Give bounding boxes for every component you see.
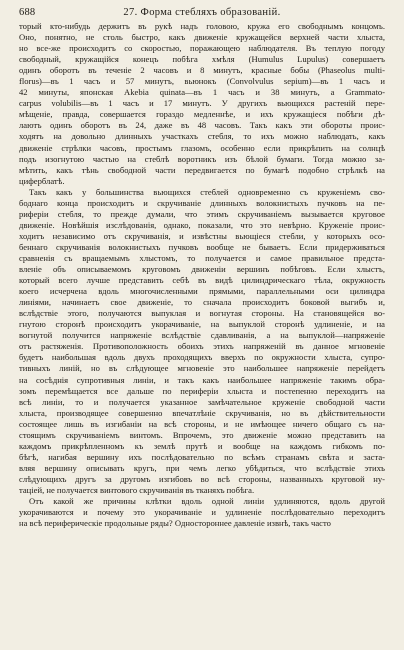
running-title: 27. Форма стебляхъ образованій. bbox=[123, 7, 281, 18]
text-line: вляя вершину описывать кругъ, при чемъ легко убѣдиться, что вслѣдствіе этихъ bbox=[19, 462, 385, 473]
text-line: каждомъ прикрѣпленномъ къ землѣ прутѣ и вообще на каждомъ гибкомъ по- bbox=[19, 440, 385, 451]
text-line: на сосѣднія супротивныя линіи, и такъ какъ наибольшее напряженіе такимъ обра- bbox=[19, 374, 385, 385]
text-line: гнутою сторонѣ происходитъ укорачиваніе, на выпуклой сторонѣ удлиненіе, и на bbox=[19, 319, 385, 330]
text-line: сравненія съ вращаемымъ хлыстомъ, то получается и самое правильное предста- bbox=[19, 252, 385, 263]
text-line: лаютъ одинъ оборотъ въ 24, даже въ 48 часовъ. Такъ какъ эти обороты проис- bbox=[19, 120, 385, 131]
text-line: линіями, начинаетъ свое движеніе, то сначала происходитъ боковой выгибъ и, bbox=[19, 297, 385, 308]
text-line: риферіи стебля, то прежде думали, что этимъ скручиваніемъ вызывается круговое bbox=[19, 208, 385, 219]
text-line: на всѣ периферическіе продольные ряды? Одностороннее давленіе извнѣ, такъ часто bbox=[19, 518, 331, 529]
text-line: боднаго конца происходитъ и скручиваніе длинныхъ волокнистыхъ пучковъ на пе- bbox=[19, 197, 385, 208]
text-line: одинъ оборотъ въ теченіе 2 часовъ и 8 минутъ, красные бобы (Phaseolus multi- bbox=[19, 65, 385, 76]
text-line: тивныхъ линій, но въ слѣдующее мгновеніе это наибольшее напряженіе перейдетъ bbox=[19, 363, 385, 374]
text-line: стоящимъ скручиваніемъ винтомъ. Впрочемъ, это движеніе можно представить на bbox=[19, 429, 385, 440]
body-text bbox=[19, 21, 385, 529]
text-line: carpus volubilis—въ 1 часъ и 17 минутъ. У другихъ вьющихся растеній пере- bbox=[19, 98, 385, 109]
text-line: зомъ перемѣщается все дальше по периферіи хлыста и постепенно переходитъ на bbox=[19, 385, 385, 396]
text-line: вслѣдствіе этого, получаются выпуклая и вогнутая стороны. На становящейся во- bbox=[19, 308, 385, 319]
text-line: торый кто-нибудь держитъ въ рукѣ надъ головою, кружа его свободнымъ концомъ. bbox=[19, 21, 385, 31]
paragraph bbox=[19, 21, 385, 187]
text-line: всѣ линіи, то и получается указанное замѣчательное круженіе свободной части bbox=[19, 396, 385, 407]
text-line: состоящее лишь въ изгибаніи на всѣ стороны, и не имѣющее ничего общаго съ на- bbox=[19, 418, 385, 429]
text-line: Такъ какъ у большинства вьющихся стеблей одновременно съ круженіемъ сво- bbox=[29, 186, 385, 197]
text-line: укорачиваются и почему это укорачиваніе и удлиненіе послѣдовательно переходитъ bbox=[19, 507, 385, 518]
text-line: движеніе. Новѣйшія изслѣдованія, однако, показали, что это невѣрно. Круженіе проис- bbox=[19, 219, 385, 230]
text-line: ходятъ на довольно длинныхъ участкахъ стебля, то ихъ можно наблюдать, какъ bbox=[19, 131, 385, 142]
text-line: мѣщеніе, правда, совершается гораздо медленнѣе, и ихъ кружащіеся побѣги дѣ- bbox=[19, 109, 385, 120]
page-header bbox=[19, 6, 385, 20]
text-line: будетъ наибольшая вдоль двухъ проходящихъ вверхъ по окружности хлыста, супро- bbox=[19, 352, 385, 363]
text-line: мѣтить, какъ тѣнь свободной части передвигается по бумагѣ подобно стрѣлкѣ на bbox=[19, 164, 385, 175]
page-number: 688 bbox=[19, 7, 36, 18]
text-line: вленіе объ описываемомъ круговомъ движеніи вершинъ побѣговъ. Если хлыстъ, bbox=[19, 264, 385, 275]
text-line: ходитъ независимо отъ скручиванія, и извѣстны вьющіеся стебли, у которыхъ осо- bbox=[19, 230, 385, 241]
text-line: florus)—въ 1 часъ и 57 минутъ, вьюнокъ (Convolvulus sepium)—въ 1 часъ и bbox=[19, 76, 385, 87]
text-line: циферблатѣ. bbox=[19, 175, 65, 186]
text-line: слѣдующихъ другъ за другомъ изгибовъ во всѣ стороны, названныхъ круговой ну- bbox=[19, 473, 385, 484]
text-line: движеніе стрѣлки часовъ, простымъ глазомъ, особенно если прикрѣпить на солнцѣ bbox=[19, 142, 385, 153]
text-line: Оно, понятно, не столь быстро, какъ движеніе кружащейся верхней части хлыста, bbox=[19, 32, 385, 43]
text-line: бѣгѣ, нагибая вершину ихъ послѣдовательно по всѣмъ странамъ свѣта и заста- bbox=[19, 451, 385, 462]
text-line: 42 минуты, японская Akebia quinata—въ 1 часъ и 38 минутъ, а Grammato- bbox=[19, 87, 385, 98]
text-line: вогнутой получится напряженіе вслѣдствіе сдавливанія, а на выпуклой—напряженіе bbox=[19, 330, 385, 341]
text-line: коего исчерчена вдоль многочисленными прямыми, параллельными оси цилиндра bbox=[19, 286, 385, 297]
text-line: который всего лучше представить себѣ въ видѣ цилиндрическаго тѣла, окружность bbox=[19, 275, 385, 286]
text-line: Отъ какой же причины клѣтки вдоль одной линіи удлиняются, вдоль другой bbox=[29, 496, 385, 507]
paragraph bbox=[19, 187, 385, 496]
text-line: подъ изогнутою частью на стеблѣ воротникъ изъ бѣлой бумаги. Тогда можно за- bbox=[19, 153, 385, 164]
text-line: но все-же происходитъ со скоростью, поражающею наблюдателя. Въ теплую погоду bbox=[19, 43, 385, 54]
text-line: таціей, не получается винтового скручиванія въ тканяхъ побѣга. bbox=[19, 484, 255, 495]
text-line: свободный, кружащійся конецъ побѣга хмѣля (Humulus Lupulus) совершаетъ bbox=[19, 54, 385, 65]
paragraph bbox=[19, 496, 385, 529]
text-line: хлыста, производящее совершенно впечатлѣніе скручиванія, но въ дѣйствительности bbox=[19, 407, 385, 418]
text-line: отъ растяженія. Противоположность обоихъ этихъ напряженій въ данное мгновеніе bbox=[19, 341, 385, 352]
text-line: беннаго скручиванія волокнистыхъ пучковъ вообще не бываетъ. Если придерживаться bbox=[19, 241, 385, 252]
